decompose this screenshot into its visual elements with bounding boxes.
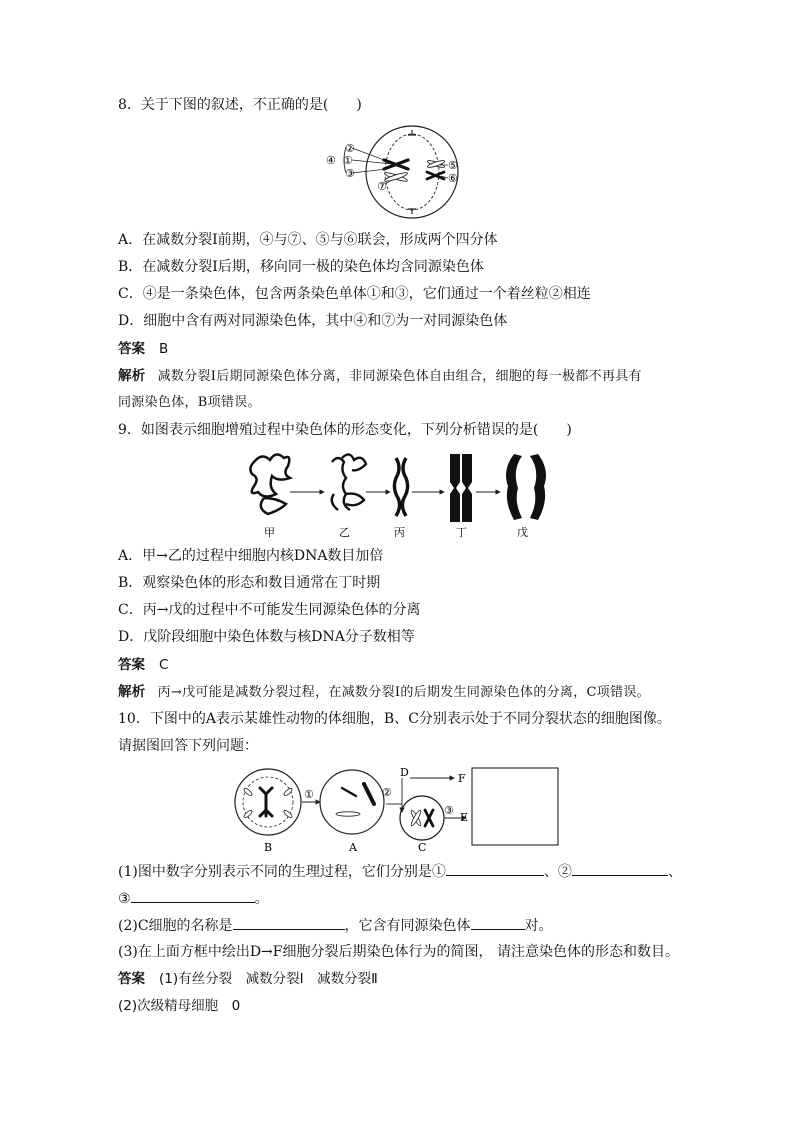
blank-process-3[interactable] — [131, 888, 255, 903]
label-5: ⑤ — [448, 159, 458, 172]
q8-explanation-line1: 解析 减数分裂Ⅰ后期同源染色体分离，非同源染色体自由组合，细胞的每一极都不再具有 — [118, 368, 642, 384]
stage-ding-chromosome — [450, 454, 472, 522]
q9-option-c: C．丙→戊的过程中不可能发生同源染色体的分离 — [118, 602, 421, 618]
q10-division-figure — [232, 764, 562, 854]
label-d: D — [400, 766, 409, 779]
stage-label-jia: 甲 — [264, 526, 275, 539]
q10-sub1-line2: ③ 。 — [118, 888, 269, 909]
stage-bing-chromosome — [394, 458, 407, 516]
blank-process-2[interactable] — [572, 861, 668, 876]
explanation-label: 解析 — [118, 684, 146, 700]
stage-label-ding: 丁 — [456, 526, 467, 539]
label-1: ① — [343, 154, 353, 167]
label-4: ④ — [326, 154, 336, 167]
label-3: ③ — [345, 167, 355, 180]
q8-cell-figure — [322, 124, 468, 220]
cell-c — [400, 796, 444, 840]
answer-label: 答案 — [118, 971, 145, 987]
q8-option-d: D．细胞中含有两对同源染色体，其中④和⑦为一对同源染色体 — [118, 313, 508, 329]
q8-option-a: A．在减数分裂Ⅰ前期，④与⑦、⑤与⑥联会，形成两个四分体 — [118, 232, 498, 248]
stage-label-wu: 戊 — [517, 526, 528, 539]
chromosome-5 — [427, 159, 445, 168]
q9-stem: 9．如图表示细胞增殖过程中染色体的形态变化，下列分析错误的是( ) — [118, 422, 572, 438]
q10-sub3: (3)在上面方框中绘出D→F细胞分裂后期染色体行为的简图， 请注意染色体的形态和数目。 — [118, 944, 679, 960]
blank-homolog-pairs[interactable] — [471, 915, 525, 930]
answer-label: 答案 — [118, 341, 145, 357]
stage-wu-chromosome — [506, 454, 546, 520]
label-a: A — [349, 841, 357, 854]
stage-jia-chromatin — [250, 454, 290, 514]
explanation-label: 解析 — [118, 368, 146, 384]
label-6: ⑥ — [448, 172, 458, 185]
q9-option-a: A．甲→乙的过程中细胞内核DNA数目加倍 — [118, 548, 384, 564]
chromosome-6 — [427, 172, 444, 179]
blank-process-1[interactable] — [446, 861, 544, 876]
label-7: ⑦ — [377, 180, 387, 193]
q8-stem: 8．关于下图的叙述，不正确的是( ) — [118, 97, 362, 113]
q10-answer-line2: (2)次级精母细胞 0 — [118, 998, 241, 1014]
q8-option-b: B．在减数分裂Ⅰ后期，移向同一极的染色体均含同源染色体 — [118, 259, 484, 275]
q9-explanation: 解析 丙→戊可能是减数分裂过程，在减数分裂Ⅰ的后期发生同源染色体的分离，C项错误。 — [118, 684, 650, 700]
cell-b — [235, 769, 301, 835]
q10-sub1-line1: (1)图中数字分别表示不同的生理过程，它们分别是① 、② 、 — [118, 861, 682, 882]
label-process-3: ③ — [444, 804, 454, 817]
chromosome-4 — [384, 160, 408, 169]
stage-label-yi: 乙 — [339, 526, 350, 539]
q8-answer — [118, 339, 168, 359]
q10-answer-line1 — [118, 969, 378, 989]
blank-cell-name[interactable] — [233, 915, 345, 930]
answer-drawing-box[interactable] — [472, 768, 558, 845]
label-process-2: ② — [382, 786, 392, 799]
q10-sub2: (2)C细胞的名称是 ，它含有同源染色体 对。 — [118, 915, 553, 936]
stage-label-bing: 丙 — [394, 526, 405, 539]
answer-label: 答案 — [118, 657, 145, 673]
answer-value: B — [159, 341, 169, 357]
answer-value: C — [159, 657, 169, 673]
q9-option-b: B．观察染色体的形态和数目通常在丁时期 — [118, 575, 381, 591]
label-e: E — [460, 811, 469, 824]
label-b: B — [264, 841, 273, 854]
q10-stem-line1: 10．下图中的A表示某雄性动物的体细胞，B、C分别表示处于不同分裂状态的细胞图像。 — [118, 711, 671, 727]
answer-value-1: (1)有丝分裂 减数分裂Ⅰ 减数分裂Ⅱ — [159, 971, 378, 987]
q10-stem-line2: 请据图回答下列问题： — [118, 738, 258, 754]
q8-explanation-line2: 同源染色体，B项错误。 — [118, 395, 261, 410]
cell-b-chromosomes — [260, 788, 272, 816]
spindle — [385, 134, 439, 210]
label-c: C — [418, 841, 427, 854]
q9-answer — [118, 655, 168, 675]
q9-option-d: D．戊阶段细胞中染色体数与核DNA分子数相等 — [118, 629, 415, 645]
label-2: ② — [345, 142, 355, 155]
label-process-1: ① — [304, 788, 314, 801]
label-f: F — [458, 772, 466, 785]
q9-chromosome-figure — [246, 448, 551, 540]
stage-yi-chromatin — [332, 454, 366, 510]
chromosome-7 — [384, 171, 408, 183]
q8-option-c: C．④是一条染色体，包含两条染色单体①和③，它们通过一个着丝粒②相连 — [118, 286, 591, 302]
